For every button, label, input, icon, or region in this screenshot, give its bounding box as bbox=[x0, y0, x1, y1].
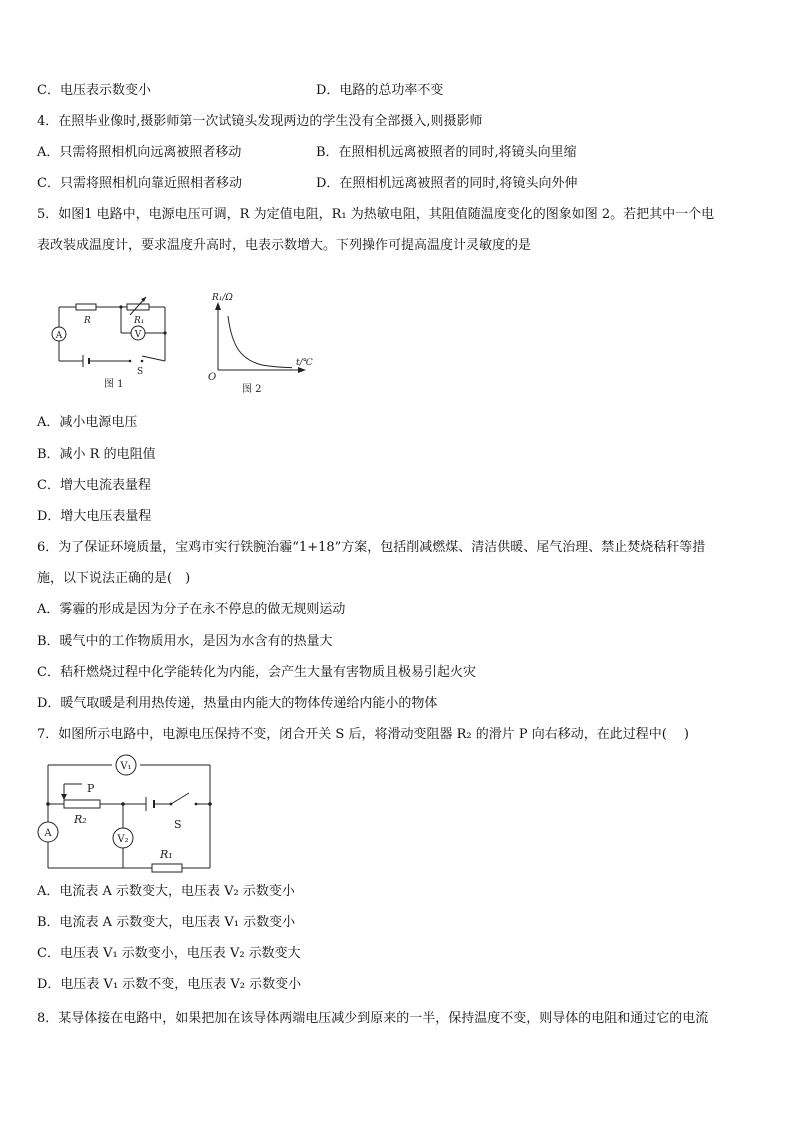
fig2-x-axis-label: t/℃ bbox=[296, 358, 313, 368]
resistor-r-symbol bbox=[76, 304, 96, 310]
q7-switch-label: S bbox=[174, 818, 182, 831]
q5-option-b: B．减小 R 的电阻值 bbox=[37, 447, 156, 462]
q3-option-d: D．电路的总功率不变 bbox=[316, 83, 444, 98]
fig2-origin-label: O bbox=[208, 372, 217, 383]
rheostat-r2-symbol bbox=[64, 800, 100, 808]
q5-option-c: C．增大电流表量程 bbox=[37, 478, 151, 493]
fig2-caption: 图 2 bbox=[242, 384, 262, 395]
q4-option-c: C．只需将照相机向靠近照相者移动 bbox=[37, 176, 242, 191]
fig1-ammeter-label: A bbox=[55, 331, 63, 341]
q4-option-b: B．在照相机远离被照者的同时,将镜头向里缩 bbox=[316, 145, 577, 160]
resistor-r1-symbol bbox=[152, 864, 182, 872]
q5-option-d: D．增大电压表量程 bbox=[37, 509, 152, 524]
q6-option-b: B．暖气中的工作物质用水，是因为水含有的热量大 bbox=[37, 634, 333, 649]
q7-r1-label: R₁ bbox=[160, 848, 173, 861]
q7-slider-label: P bbox=[87, 782, 95, 795]
q7-figure-circuit bbox=[34, 752, 224, 876]
q6-stem-line2: 施，以下说法正确的是( ) bbox=[37, 571, 191, 586]
q6-option-a: A．雾霾的形成是因为分子在永不停息的做无规则运动 bbox=[37, 602, 346, 617]
q3-option-c: C．电压表示数变小 bbox=[37, 83, 151, 98]
fig1-caption: 图 1 bbox=[104, 379, 124, 390]
q6-stem-line1: 6．为了保证环境质量，宝鸡市实行铁腕治霾“1+18”方案，包括削减燃煤、清洁供暖、尾气治理、禁止焚烧秸秆等措 bbox=[37, 540, 706, 555]
q6-option-c: C．秸秆燃烧过程中化学能转化为内能，会产生大量有害物质且极易引起火灾 bbox=[37, 665, 476, 680]
q7-option-b: B．电流表 A 示数变大，电压表 V₁ 示数变小 bbox=[37, 915, 296, 930]
fig1-voltmeter-label: V bbox=[134, 330, 142, 340]
q5-figure2-graph bbox=[202, 288, 318, 400]
fig2-y-axis-label: R₁/Ω bbox=[212, 293, 233, 303]
q7-stem: 7．如图所示电路中，电源电压保持不变，闭合开关 S 后，将滑动变阻器 R₂ 的滑片 P 向右移动，在此过程中( ) bbox=[37, 727, 689, 742]
thermistor-r1-symbol bbox=[127, 304, 149, 310]
fig1-thermistor-label: R₁ bbox=[134, 316, 145, 326]
q7-r2-label: R₂ bbox=[74, 813, 87, 826]
resistance-temperature-curve bbox=[228, 316, 292, 368]
q7-ammeter-label: A bbox=[44, 828, 52, 839]
q8-stem: 8．某导体接在电路中，如果把加在该导体两端电压减少到原来的一半，保持温度不变，则导体的电阻和通过它的电流 bbox=[37, 1011, 709, 1026]
q7-option-d: D．电压表 V₁ 示数不变，电压表 V₂ 示数变小 bbox=[37, 977, 302, 992]
q6-option-d: D．暖气取暖是利用热传递，热量由内能大的物体传递给内能小的物体 bbox=[37, 696, 438, 711]
q5-stem-line2: 表改装成温度计，要求温度升高时，电表示数增大。下列操作可提高温度计灵敏度的是 bbox=[37, 238, 532, 253]
fig1-switch-label: S bbox=[137, 367, 144, 377]
q7-v1-label: V₁ bbox=[120, 761, 132, 772]
q4-option-a: A．只需将照相机向远离被照者移动 bbox=[37, 145, 242, 160]
q4-option-d: D．在照相机远离被照者的同时,将镜头向外伸 bbox=[316, 176, 578, 191]
q5-figure1-circuit bbox=[44, 290, 180, 390]
q7-option-a: A．电流表 A 示数变大，电压表 V₂ 示数变小 bbox=[37, 884, 295, 899]
fig1-resistor-label: R bbox=[84, 316, 91, 326]
q5-stem-line1: 5．如图1 电路中，电源电压可调，R 为定值电阻，R₁ 为热敏电阻，其阻值随温度变化的图象如图 2。若把其中一个电 bbox=[37, 207, 715, 222]
q7-v2-label: V₂ bbox=[117, 834, 129, 845]
q5-option-a: A．减小电源电压 bbox=[37, 415, 138, 430]
q7-option-c: C．电压表 V₁ 示数变小，电压表 V₂ 示数变大 bbox=[37, 946, 301, 961]
q4-stem: 4．在照毕业像时,摄影师第一次试镜头发现两边的学生没有全部摄入,则摄影师 bbox=[37, 114, 483, 129]
